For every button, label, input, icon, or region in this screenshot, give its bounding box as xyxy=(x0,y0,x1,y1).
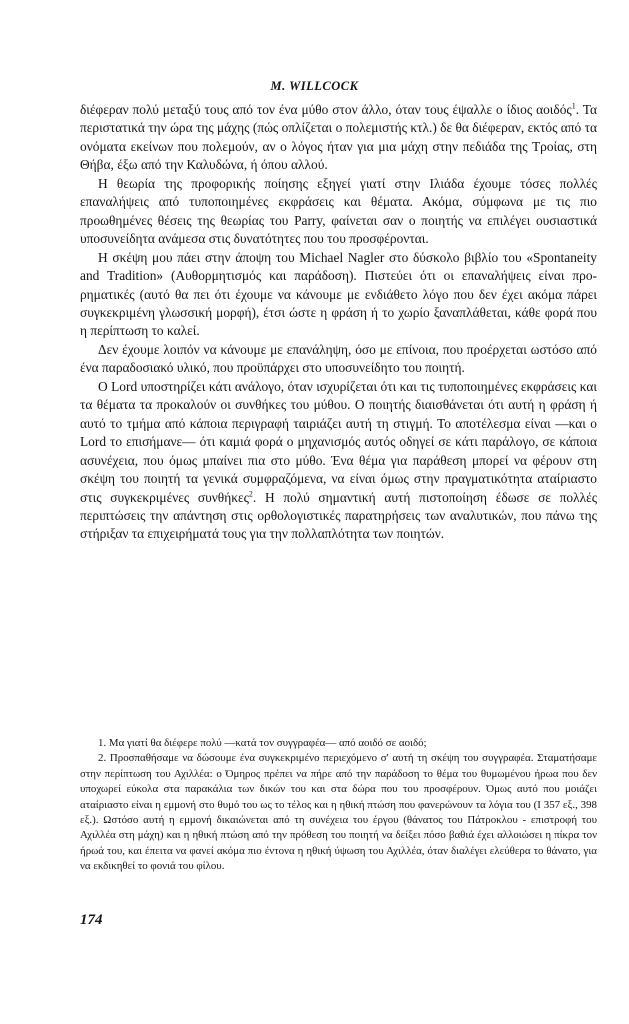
footnote-1: 1. Μα γιατί θα διέφερε πολύ —κατά τον συγγραφέα— από αοιδό σε αοιδό; xyxy=(98,737,427,749)
paragraph-5: Ο Lord υποστηρίζει κάτι ανάλογο, όταν ισχυρίζεται ότι και τις τυποποιημένες εκφράσεις και τα θέματα τα προκαλούν οι συνθήκες του μύθου. Ο ποιητής διαισθάνεται ότι αυτή η φράση ή αυτό το τμήμα από κάποια περιγραφή ταιριάζει αυτή τη στιγμή. Το αποτέλεσμα είναι —και ο Lord το επισήμανε— ότι καμιά φορά ο μηχανισμός αυτός οδηγεί σε κάτι παράλογο, σε κάποια ασυνέχεια, που όμως μπαίνει πια στο μύθο. Ένα θέμα για παράθεση μπορεί να φέρουν στη σκέψη του ποιητή τα γενικά συμφραζόμενα, να είναι όμως στην πραγματικότητα αταίριαστο στις συγκεκριμένες συνθήκες$^2$. Η πολύ σημαντική αυτή πιστοποίηση έδωσε σε πολλές περιπτώσεις την απάντηση στις ορθολογιστικές παρατηρήσεις των αναλυτικών, που πάνω της στήριξαν τα επιχειρήματά τους για την πολλαπλότητα των ποιητών. xyxy=(80,378,597,542)
footnote-ref-1: 1 xyxy=(571,101,576,111)
page-number: 174 xyxy=(80,912,103,928)
paragraph-2: Η θεωρία της προφορικής ποίησης εξηγεί γιατί στην Ιλιάδα έχουμε τόσες πολλές επαναλήψεις από τυποποιημένες εκφράσεις και θέματα. Ακόμα, σύμφωνα με τις πιο προωθημένες θέσεις της θεωρίας του Parry, φαίνεται σαν ο ποιητής να επιλέγει ουσιαστικά υποσυνείδητα ανάμεσα στις δυνατότητες που του προσφέρονται. xyxy=(80,175,597,247)
paragraph-4: Δεν έχουμε λοιπόν να κάνουμε με επανάληψη, όσο με επίνοια, που προέρχεται ωστόσο από ένα παραδοσιακό υλικό, που προϋπάρχει στο υποσυνείδητο του ποιητή. xyxy=(80,341,597,376)
footnotes xyxy=(80,736,597,875)
footnote-ref-2: 2 xyxy=(248,489,253,499)
body-text xyxy=(80,101,597,544)
running-header: M. WILLCOCK xyxy=(270,79,359,93)
paragraph-1: διέφεραν πολύ μεταξύ τους από τον ένα μύθο στον άλλο, όταν τους έψαλλε ο ίδιος αοιδός$^1$. Τα περιστατικά την ώρα της μάχης (πώς οπλίζεται ο πολεμιστής κτλ.) δε θα διέφεραν, εκτός από τα ονόματα εκείνων που πολεμούν, αν ο λόγος ήταν για μια μάχη στην πεδιάδα της Τροίας, στη Θήβα, έξω από την Καλυδώνα, ή όπου αλλού. xyxy=(80,101,597,173)
footnote-2: 2. Προσπαθήσαμε να δώσουμε ένα συγκεκριμένο περιεχόμενο σ' αυτή τη σκέψη του συγγραφέα. Σταματήσαμε στην περίπτωση του Αχιλλέα: ο Όμηρος πρέπει να πήρε από την παράδοση το θέμα του θυμωμένου ήρωα που δεν υποχωρεί εύκολα στα παρακάλια των δικών του και στα δώρα που του προσφέρουν. Όμως αυτό που μοιάζει αταίριαστο είναι η εμμονή στο θυμό του ως το τέλος και η ηθική πτώση που φανερώνουν τα λόγια του (Ι 357 εξ., 398 εξ.). Ωστόσο αυτή η εμμονή δικαιώνεται από τη συνέχεια του έργου (θάνατος του Πάτροκλου - επιστροφή του Αχιλλέα στη μάχη) και η ηθική πτώση από την πρόθεση του ποιητή να δείξει πόσο βαθιά έχει αλλοιώσει η πίκρα τον ήρωά του, και έπειτα να φανεί ακόμα πιο έντονα η ηθική ύψωση του Αχιλλέα, όταν διαλέγει ελεύθερα το θάνατο, για να εκδικηθεί το φονιά του φίλου. xyxy=(80,752,597,873)
paragraph-3: Η σκέψη μου πάει στην άποψη του Michael Nagler στο δύσκολο βιβλίο του «Spontaneity and Tradition» (Αυθορμητισμός και παράδοση). Πιστεύει ότι οι επαναλήψεις είναι προ-ρηματικές (αυτό θα πει ότι έχουμε να κάνουμε με ενδιάθετο λόγο που δεν έχει ακόμα πάρει συγκεκριμένη γλωσσική μορφή), έτσι ώστε η φράση ή το χωρίο ξαναπλάθεται, κάθε φορά που η περίπτωση το καλεί. xyxy=(80,249,597,339)
